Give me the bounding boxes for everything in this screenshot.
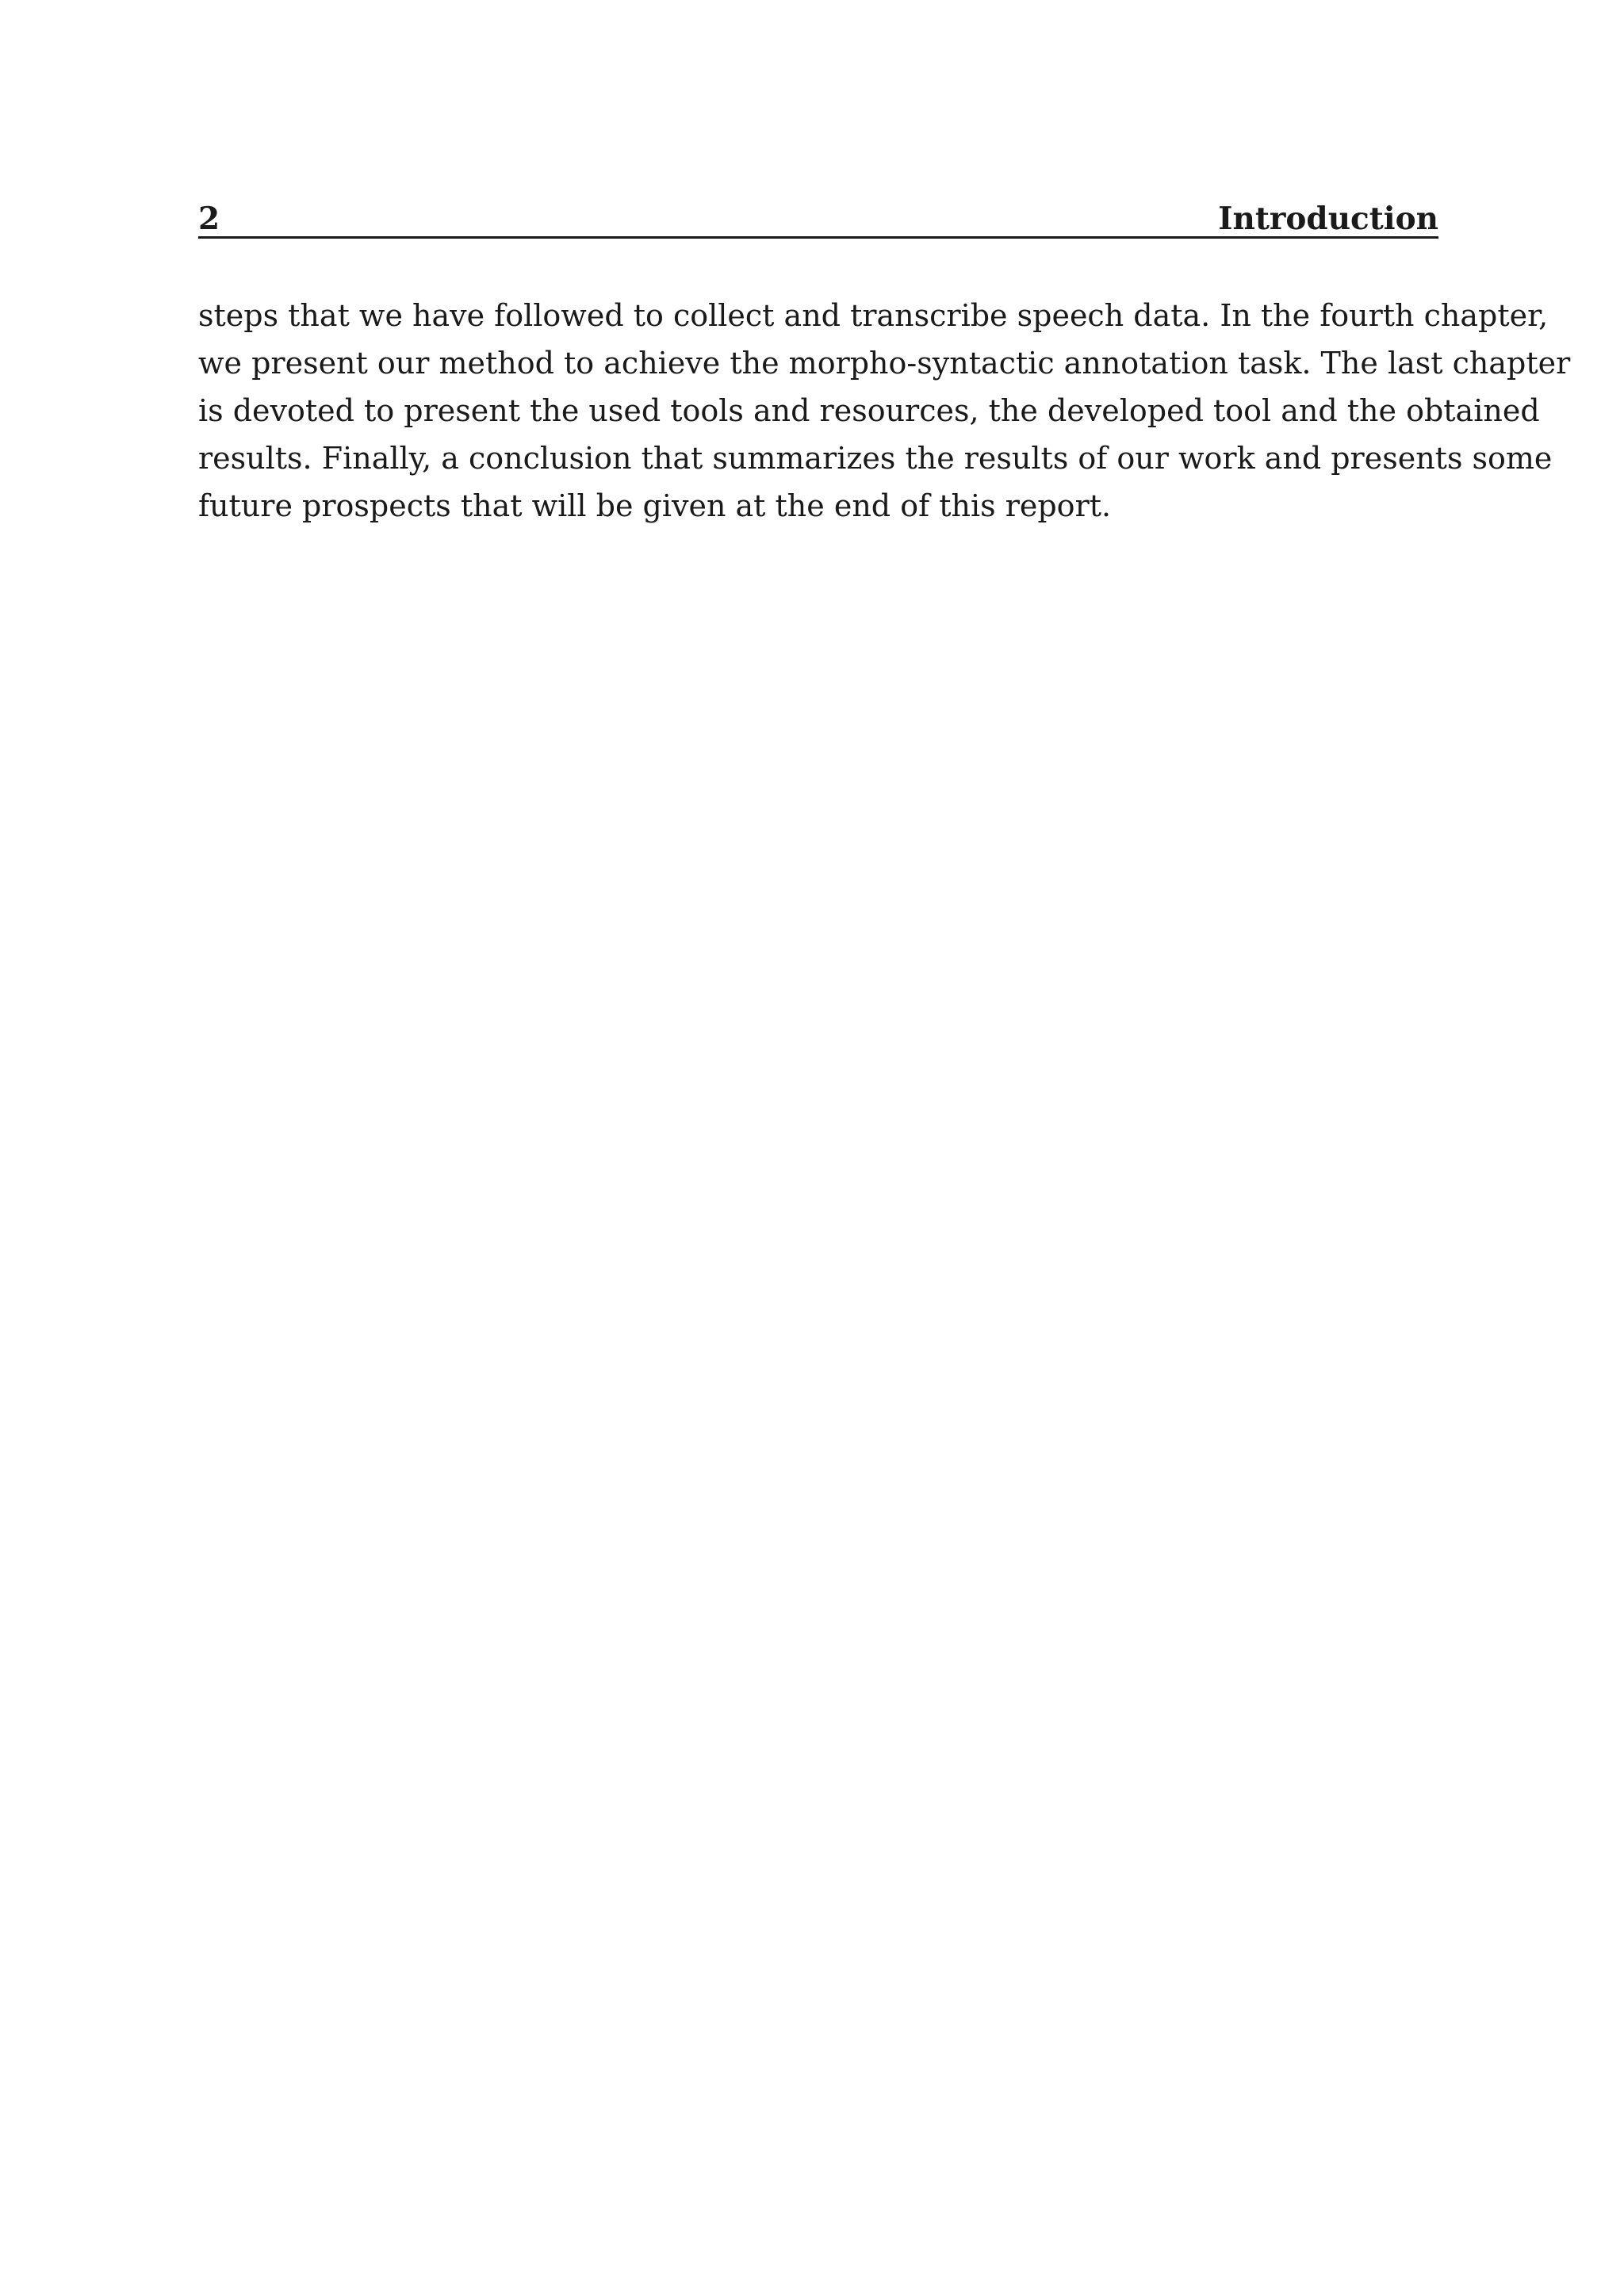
paragraph-line: is devoted to present the used tools and resources, the developed tool and the obtained	[198, 393, 1540, 428]
page-number: 2	[198, 201, 220, 237]
paragraph-line: future prospects that will be given at the end of this report.	[198, 488, 1112, 523]
paragraph-line: results. Finally, a conclusion that summarizes the results of our work and presents some	[198, 441, 1553, 476]
paragraph-line: steps that we have followed to collect and transcribe speech data. In the fourth chapter,	[198, 298, 1549, 333]
header-rule	[198, 236, 1438, 239]
body-paragraph	[198, 292, 1571, 530]
running-title: Introduction	[1218, 201, 1438, 237]
running-header	[198, 193, 1438, 238]
paragraph-line: we present our method to achieve the morpho-syntactic annotation task. The last chapter	[198, 346, 1571, 381]
